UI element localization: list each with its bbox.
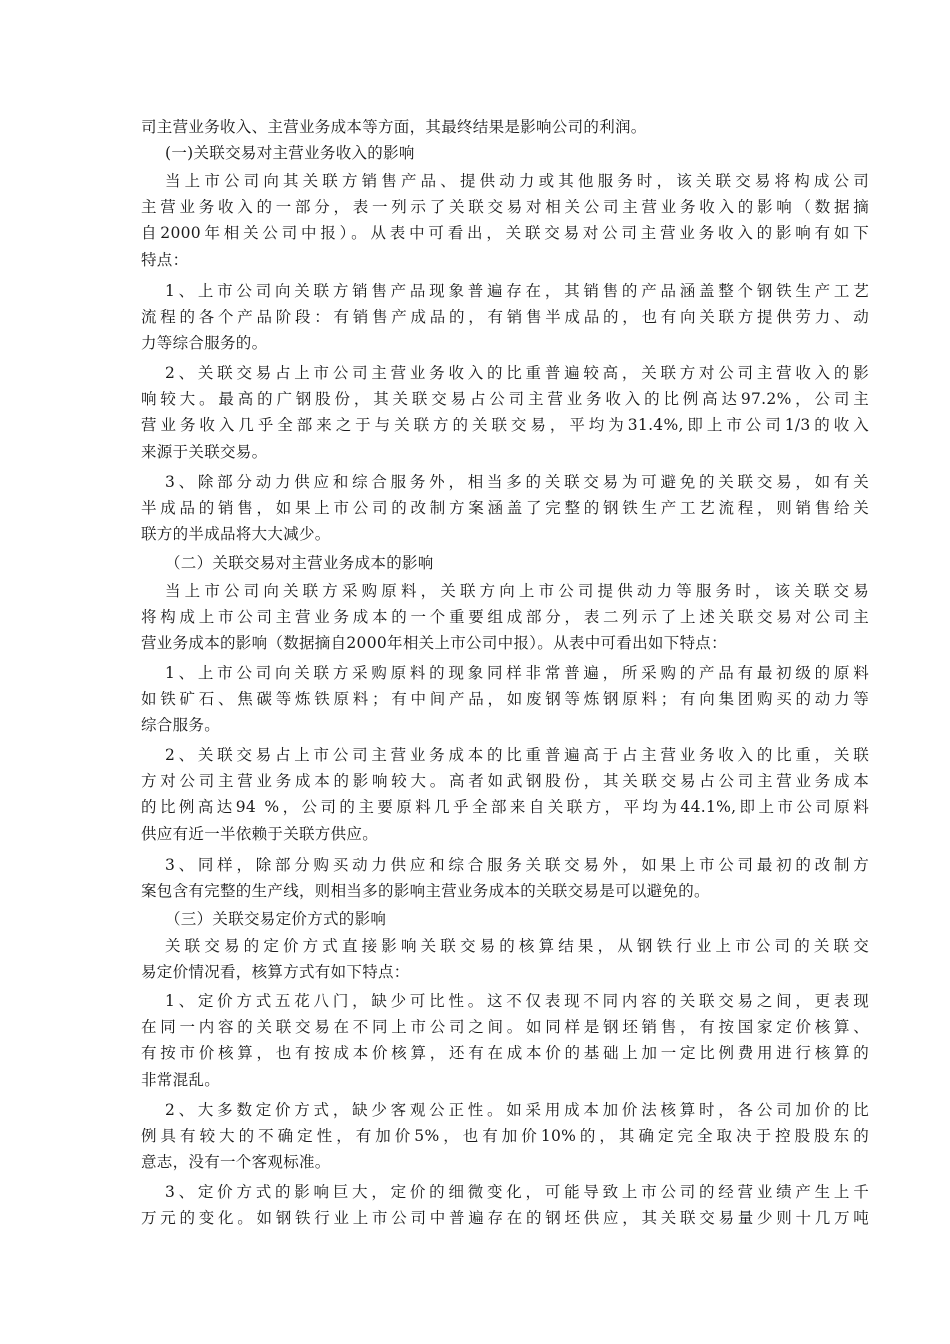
text-line: 例具有较大的不确定性，有加价5%，也有加价10%的，其确定完全取决于控股股东的 <box>141 1127 869 1146</box>
text-line: 当上市公司向其关联方销售产品、提供动力或其他服务时，该关联交易将构成公司 <box>165 172 869 190</box>
text-line: 主营业务收入的一部分，表一列示了关联交易对相关公司主营业务收入的影响（数据摘 <box>141 198 869 217</box>
paragraph-revenue-point-3 <box>141 469 869 548</box>
text-line: 案包含有完整的生产线，则相当多的影响主营业务成本的关联交易是可以避免的。 <box>141 882 710 901</box>
text-line: 有按市价核算，也有按成本价核算，还有在成本价的基础上加一定比例费用进行核算的 <box>141 1044 869 1063</box>
text-line: 来源于关联交易。 <box>141 442 268 461</box>
text-line: 方对公司主营业务成本的影响较大。高者如武钢股份，其关联交易占公司主营业务成本 <box>141 772 869 791</box>
text-line: 半成品的销售，如果上市公司的改制方案涵盖了完整的钢铁生产工艺流程，则销售给关 <box>141 499 869 518</box>
text-line: 3、同样，除部分购买动力供应和综合服务关联交易外，如果上市公司最初的改制方 <box>165 856 869 874</box>
text-line: 联方的半成品将大大减少。 <box>141 525 331 544</box>
text-line: 自2000年相关公司中报）。从表中可看出，关联交易对公司主营业务收入的影响有如下 <box>141 224 869 243</box>
text-line: 特点： <box>141 250 189 269</box>
text-line: 将构成上市公司主营业务成本的一个重要组成部分，表二列示了上述关联交易对公司主 <box>141 608 869 627</box>
text-line: 2、关联交易占上市公司主营业务收入的比重普遍较高，关联方对公司主营收入的影 <box>165 364 869 382</box>
text-line: 响较大。最高的广钢股份，其关联交易占公司主营业务收入的比例高达97.2%，公司主 <box>141 390 869 409</box>
paragraph-pricing-intro <box>141 933 869 985</box>
paragraph-cost-intro <box>141 578 869 657</box>
paragraph-pricing-point-2 <box>141 1097 869 1176</box>
section-heading: （二）关联交易对主营业务成本的影响 <box>165 554 434 572</box>
text-line: 3、除部分动力供应和综合服务外，相当多的关联交易为可避免的关联交易，如有关 <box>165 473 869 491</box>
section-heading: (一)关联交易对主营业务收入的影响 <box>165 144 415 162</box>
text-line: 2、关联交易占上市公司主营业务成本的比重普遍高于占主营业务收入的比重，关联 <box>165 746 869 764</box>
paragraph-pricing-point-3 <box>141 1179 869 1231</box>
text-line: 关联交易的定价方式直接影响关联交易的核算结果，从钢铁行业上市公司的关联交 <box>165 937 869 955</box>
text-line: 意志，没有一个客观标准。 <box>141 1153 331 1172</box>
text-line: 流程的各个产品阶段：有销售产成品的，有销售半成品的，也有向关联方提供劳力、动 <box>141 308 869 327</box>
text-line: 如铁矿石、焦碳等炼铁原料；有中间产品，如废钢等炼钢原料；有向集团购买的动力等 <box>141 690 869 709</box>
text-line: 2、大多数定价方式，缺少客观公正性。如采用成本加价法核算时，各公司加价的比 <box>165 1101 869 1119</box>
text-line: 综合服务。 <box>141 716 221 735</box>
text-line: 当上市公司向关联方采购原料，关联方向上市公司提供动力等服务时，该关联交易 <box>165 582 869 600</box>
heading-section-1 <box>141 140 869 166</box>
text-line: 3、定价方式的影响巨大，定价的细微变化，可能导致上市公司的经营业绩产生上千 <box>165 1183 869 1201</box>
paragraph-cost-point-2 <box>141 742 869 847</box>
paragraph-revenue-intro <box>141 168 869 273</box>
text-line: 在同一内容的关联交易在不同上市公司之间。如同样是钢坯销售，有按国家定价核算、 <box>141 1018 869 1037</box>
text-line: 1、上市公司向关联方采购原料的现象同样非常普遍，所采购的产品有最初级的原料 <box>165 664 869 682</box>
heading-section-3 <box>141 906 869 932</box>
paragraph-revenue-point-1 <box>141 278 869 357</box>
text-line: 万元的变化。如钢铁行业上市公司中普遍存在的钢坯供应，其关联交易量少则十几万吨 <box>141 1209 869 1228</box>
text-line: 1、上市公司向关联方销售产品现象普遍存在，其销售的产品涵盖整个钢铁生产工艺 <box>165 282 869 300</box>
text-line: 的比例高达94 %，公司的主要原料几乎全部来自关联方，平均为44.1%,即上市公司原料 <box>141 798 869 817</box>
text-line: 1、定价方式五花八门，缺少可比性。这不仅表现不同内容的关联交易之间，更表现 <box>165 992 869 1010</box>
paragraph-cost-point-3 <box>141 852 869 904</box>
text-line: 营业务收入几乎全部来之于与关联方的关联交易，平均为31.4%,即上市公司1/3的收入 <box>141 416 869 435</box>
text-line: 力等综合服务的。 <box>141 334 268 353</box>
heading-section-2 <box>141 550 869 576</box>
section-heading: （三）关联交易定价方式的影响 <box>165 910 387 928</box>
text-line: 非常混乱。 <box>141 1070 221 1089</box>
text-line: 司主营业务收入、主营业务成本等方面，其最终结果是影响公司的利润。 <box>141 118 647 136</box>
text-line: 营业务成本的影响（数据摘自2000年相关上市公司中报）。从表中可看出如下特点： <box>141 634 727 653</box>
paragraph-cost-point-1 <box>141 660 869 739</box>
paragraph-pricing-point-1 <box>141 988 869 1093</box>
paragraph-intro-end <box>141 114 869 140</box>
paragraph-revenue-point-2 <box>141 360 869 465</box>
text-line: 易定价情况看，核算方式有如下特点： <box>141 963 410 982</box>
text-line: 供应有近一半依赖于关联方供应。 <box>141 824 379 843</box>
